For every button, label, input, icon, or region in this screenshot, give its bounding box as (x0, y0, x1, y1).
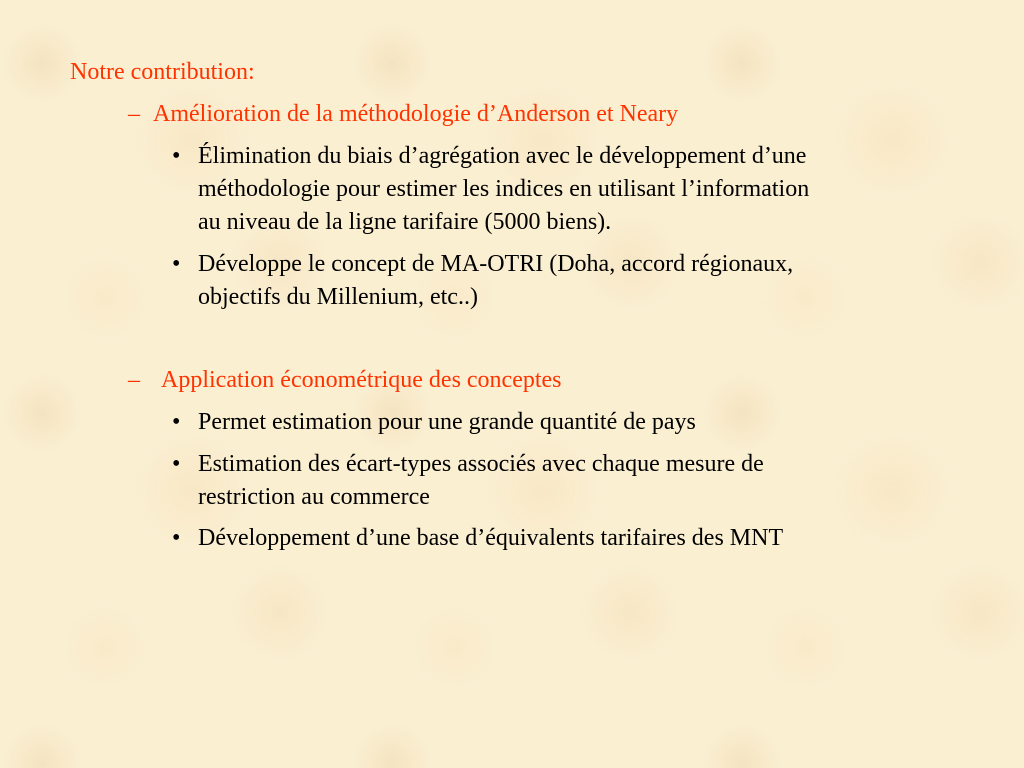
section-2-bullet-3-symbol: • (172, 525, 181, 551)
section-2-bullet-2-line-1: Estimation des écart-types associés avec chaque mesure de (198, 451, 764, 477)
section-1-bullet-1-line-3: au niveau de la ligne tarifaire (5000 biens). (198, 209, 612, 235)
section-2-bullet-2-line-2: restriction au commerce (198, 484, 430, 510)
section-1-bullet-1-line-2: méthodologie pour estimer les indices en utilisant l’information (198, 176, 810, 202)
section-1-bullet-2-symbol: • (172, 251, 181, 277)
section-1-bullet-2-line-2: objectifs du Millenium, etc..) (198, 284, 478, 310)
section-2-title: Application économétrique des conceptes (161, 367, 562, 393)
section-1-title: Amélioration de la méthodologie d’Anderson et Neary (153, 101, 679, 127)
section-2-bullet-1-line-1: Permet estimation pour une grande quantité de pays (198, 409, 696, 435)
section-2-bullet-2-symbol: • (172, 451, 181, 477)
section-1-bullet-1-symbol: • (172, 143, 181, 169)
section-1-dash: – (128, 101, 140, 127)
section-2-dash: – (128, 367, 140, 393)
section-1-bullet-1-line-1: Élimination du biais d’agrégation avec le développement d’une (198, 143, 807, 169)
section-2-bullet-3-line-1: Développement d’une base d’équivalents tarifaires des MNT (198, 525, 784, 551)
section-1-bullet-2-line-1: Développe le concept de MA-OTRI (Doha, accord régionaux, (198, 251, 794, 277)
slide-heading: Notre contribution: (70, 59, 255, 85)
section-2-bullet-1-symbol: • (172, 409, 181, 435)
